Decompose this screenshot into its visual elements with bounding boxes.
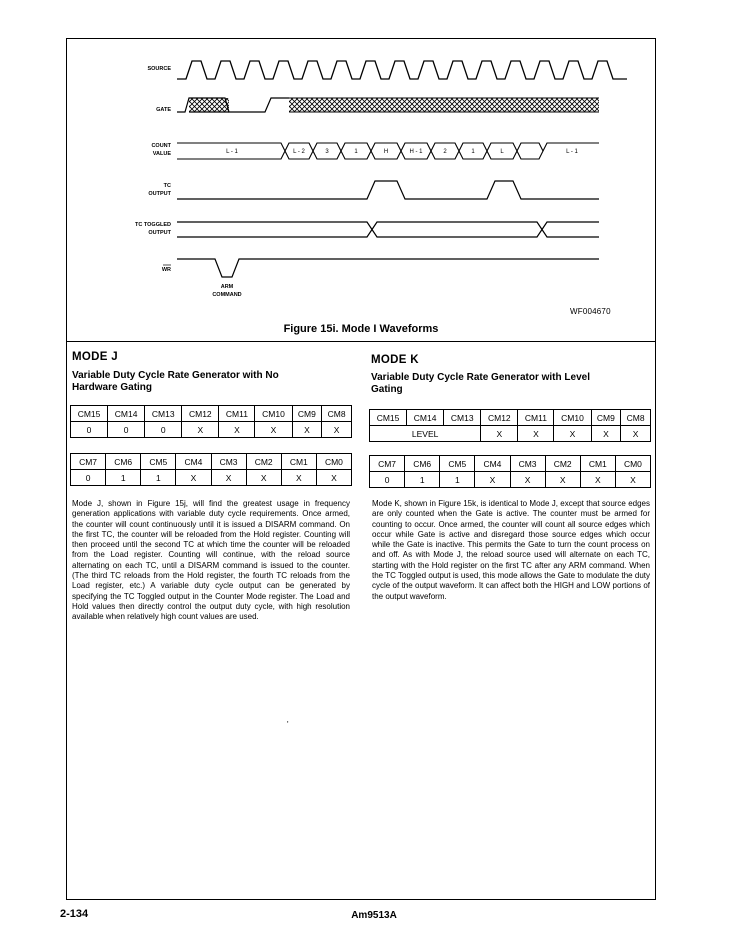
signal-label-gate: GATE bbox=[156, 107, 171, 113]
table-cell: 1 bbox=[405, 472, 440, 488]
signal-label-count-2: VALUE bbox=[152, 151, 171, 157]
table-cell: CM10 bbox=[554, 410, 591, 426]
table-cell: CM11 bbox=[518, 410, 554, 426]
mode-k-subtitle-1: Variable Duty Cycle Rate Generator with Level bbox=[371, 372, 590, 383]
mode-k-table-high bbox=[369, 409, 651, 442]
table-cell: CM3 bbox=[211, 454, 246, 470]
count-value-3: 1 bbox=[354, 149, 358, 155]
mode-k-table-low bbox=[369, 455, 651, 488]
table-row bbox=[71, 406, 352, 422]
table-cell: CM6 bbox=[106, 454, 141, 470]
signal-label-tct-1: TC TOGGLED bbox=[135, 222, 171, 228]
table-cell: CM13 bbox=[444, 410, 481, 426]
table-cell: CM11 bbox=[219, 406, 255, 422]
mode-j-description: Mode J, shown in Figure 15j, will find the greatest usage in frequency generation applications with variable duty cycle requirements. Once armed, the counter will count continuously until it is issued a DISARM command. On the first TC, the counter will be reloaded from the Hold register. Counting will then proceed until the second TC at which time the counter will be reloaded from the Load register. Counting will continue, with the reload source alternating on each TC, until a DISARM command is issued to the counter. (The third TC reloads from the Hold register, the fourth TC reloads from the Load register, etc.) A variable duty cycle output can be generated by specifying the TC Toggled output in the Counter Mode register. The Load and Hold values then directly control the output duty cycle, with high resolution available when relatively high count values are used. bbox=[72, 499, 350, 622]
mode-j-subtitle-2: Hardware Gating bbox=[72, 382, 153, 393]
mode-j-table-low bbox=[70, 453, 352, 486]
table-cell: CM14 bbox=[108, 406, 145, 422]
table-cell: CM5 bbox=[141, 454, 176, 470]
count-value-2: 3 bbox=[325, 149, 329, 155]
signal-label-source: SOURCE bbox=[147, 66, 171, 72]
table-row bbox=[370, 410, 651, 426]
figure-id: WF004670 bbox=[570, 307, 611, 316]
count-value-5: H - 1 bbox=[409, 149, 423, 155]
part-number: Am9513A bbox=[351, 910, 397, 921]
table-cell: CM1 bbox=[580, 456, 615, 472]
table-cell: X bbox=[554, 426, 591, 442]
table-row bbox=[71, 470, 352, 486]
table-row bbox=[370, 426, 651, 442]
table-cell: 1 bbox=[440, 472, 475, 488]
table-cell: CM15 bbox=[71, 406, 108, 422]
mode-k-description: Mode K, shown in Figure 15k, is identical to Mode J, except that source edges are only counted when the Gate is active. The counter must be armed for counting to occur. Once armed, the counter will count all source edges which occur while Gate is active and disregard those source edges which occur while the Gate is inactive. This permits the Gate to turn the count process on and off. As with Mode J, the reload source used will alternate on each TC, starting with the Hold register on the first TC after any ARM command. When the TC Toggled output is used, this mode allows the Gate to modulate the duty cycle of the output waveform. It can affect both the HIGH and LOW portions of the output waveform. bbox=[372, 499, 650, 601]
table-cell: CM14 bbox=[407, 410, 444, 426]
table-cell: CM2 bbox=[545, 456, 580, 472]
table-cell: 1 bbox=[141, 470, 176, 486]
table-cell: X bbox=[182, 422, 219, 438]
mode-j-table-high bbox=[70, 405, 352, 438]
count-value-9: L - 1 bbox=[566, 149, 578, 155]
signal-label-tct-2: OUTPUT bbox=[148, 230, 171, 236]
table-cell: X bbox=[545, 472, 580, 488]
table-cell: X bbox=[580, 472, 615, 488]
table-cell: X bbox=[292, 422, 322, 438]
count-value-4: H bbox=[383, 149, 389, 155]
table-cell: CM1 bbox=[281, 454, 316, 470]
divider-figure bbox=[67, 341, 655, 342]
count-value-8: L bbox=[500, 149, 504, 155]
signal-label-wr: WR bbox=[161, 267, 171, 273]
signal-label-tc-1: TC bbox=[163, 183, 171, 189]
arm-label-1: ARM bbox=[220, 284, 234, 290]
table-cell: 0 bbox=[145, 422, 182, 438]
table-cell: X bbox=[591, 426, 621, 442]
count-value-6: 2 bbox=[443, 149, 447, 155]
table-cell-level: LEVEL bbox=[370, 426, 481, 442]
table-cell: CM12 bbox=[481, 410, 518, 426]
table-cell: X bbox=[615, 472, 650, 488]
table-cell: CM0 bbox=[316, 454, 351, 470]
table-cell: CM0 bbox=[615, 456, 650, 472]
table-cell: X bbox=[621, 426, 651, 442]
table-cell: X bbox=[255, 422, 292, 438]
gate-waveform bbox=[177, 98, 599, 112]
table-cell: X bbox=[481, 426, 518, 442]
mode-j-title: MODE J bbox=[72, 351, 118, 363]
table-cell: X bbox=[281, 470, 316, 486]
table-cell: 1 bbox=[106, 470, 141, 486]
table-cell: X bbox=[246, 470, 281, 486]
table-cell: 0 bbox=[71, 470, 106, 486]
mode-j-subtitle-1: Variable Duty Cycle Rate Generator with No bbox=[72, 370, 279, 381]
wr-waveform bbox=[177, 259, 599, 277]
table-cell: X bbox=[518, 426, 554, 442]
table-row bbox=[71, 422, 352, 438]
stray-mark: ' bbox=[287, 720, 289, 729]
table-cell: CM13 bbox=[145, 406, 182, 422]
table-row bbox=[71, 454, 352, 470]
table-row bbox=[370, 456, 651, 472]
source-waveform bbox=[177, 61, 627, 79]
table-cell: X bbox=[219, 422, 255, 438]
table-cell: CM8 bbox=[322, 406, 352, 422]
table-cell: X bbox=[211, 470, 246, 486]
table-cell: CM4 bbox=[176, 454, 211, 470]
mode-k-subtitle-2: Gating bbox=[371, 384, 403, 395]
table-cell: 0 bbox=[370, 472, 405, 488]
count-value-1: L - 2 bbox=[293, 149, 305, 155]
count-value-7: 1 bbox=[471, 149, 475, 155]
mode-j-heading bbox=[72, 351, 350, 394]
table-cell: CM6 bbox=[405, 456, 440, 472]
table-cell: CM3 bbox=[510, 456, 545, 472]
page-frame bbox=[66, 38, 656, 900]
table-row bbox=[370, 472, 651, 488]
page-number: 2-134 bbox=[60, 908, 89, 920]
tc-toggled-waveform bbox=[177, 222, 599, 237]
table-cell: X bbox=[322, 422, 352, 438]
table-cell: 0 bbox=[71, 422, 108, 438]
table-cell: X bbox=[475, 472, 510, 488]
mode-k-title: MODE K bbox=[371, 354, 419, 366]
table-cell: CM10 bbox=[255, 406, 292, 422]
table-cell: CM2 bbox=[246, 454, 281, 470]
figure-caption: Figure 15i. Mode I Waveforms bbox=[283, 323, 439, 335]
table-cell: CM15 bbox=[370, 410, 407, 426]
waveform-diagram bbox=[67, 39, 655, 321]
signal-label-tc-2: OUTPUT bbox=[148, 191, 171, 197]
mode-k-heading bbox=[371, 354, 649, 396]
table-cell: CM5 bbox=[440, 456, 475, 472]
table-cell: CM4 bbox=[475, 456, 510, 472]
table-cell: CM9 bbox=[591, 410, 621, 426]
table-cell: CM9 bbox=[292, 406, 322, 422]
count-value-0: L - 1 bbox=[226, 149, 238, 155]
table-cell: X bbox=[316, 470, 351, 486]
table-cell: CM12 bbox=[182, 406, 219, 422]
tc-output-waveform bbox=[177, 181, 599, 199]
table-cell: CM7 bbox=[370, 456, 405, 472]
table-cell: X bbox=[510, 472, 545, 488]
table-cell: CM7 bbox=[71, 454, 106, 470]
arm-label-2: COMMAND bbox=[212, 292, 242, 298]
table-cell: CM8 bbox=[621, 410, 651, 426]
table-cell: X bbox=[176, 470, 211, 486]
table-cell: 0 bbox=[108, 422, 145, 438]
signal-label-count-1: COUNT bbox=[151, 143, 171, 149]
